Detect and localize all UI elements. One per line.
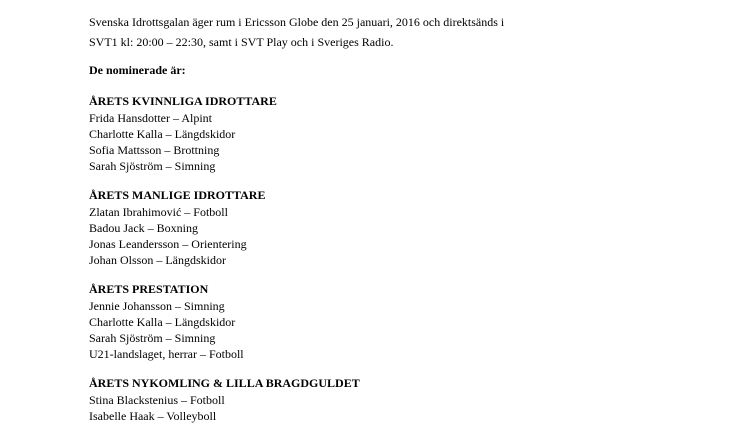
document-page <box>89 12 709 424</box>
intro-line: SVT1 kl: 20:00 – 22:30, samt i SVT Play och i Sveriges Radio. <box>89 35 394 49</box>
section-heading: ÅRETS PRESTATION <box>89 282 209 296</box>
nominee-entry: Isabelle Haak – Volleyboll <box>89 409 217 423</box>
nominee-entry: Stina Blackstenius – Fotboll <box>89 393 225 407</box>
section-heading: ÅRETS KVINNLIGA IDROTTARE <box>89 94 277 108</box>
nominee-entry: Jonas Leandersson – Orientering <box>89 237 247 251</box>
nominee-entry: Badou Jack – Boxning <box>89 221 198 235</box>
section-nykomling <box>89 375 709 424</box>
nominees-lead: De nominerade är: <box>89 63 186 77</box>
section-prestation <box>89 281 709 362</box>
nominee-entry: U21-landslaget, herrar – Fotboll <box>89 347 244 361</box>
section-kvinnliga <box>89 93 709 174</box>
nominee-entry: Sarah Sjöström – Simning <box>89 159 216 173</box>
nominee-entry: Johan Olsson – Längdskidor <box>89 253 226 267</box>
nominee-entry: Charlotte Kalla – Längdskidor <box>89 127 236 141</box>
section-manlige <box>89 187 709 268</box>
nominee-entry: Zlatan Ibrahimović – Fotboll <box>89 205 228 219</box>
nominee-entry: Jennie Johansson – Simning <box>89 299 225 313</box>
section-heading: ÅRETS MANLIGE IDROTTARE <box>89 188 266 202</box>
nominee-entry: Sarah Sjöström – Simning <box>89 331 216 345</box>
nominee-entry: Sofia Mattsson – Brottning <box>89 143 220 157</box>
intro-paragraph <box>89 12 709 52</box>
intro-line: Svenska Idrottsgalan äger rum i Ericsson Globe den 25 januari, 2016 och direktsänds i <box>89 15 505 29</box>
section-heading: ÅRETS NYKOMLING & LILLA BRAGDGULDET <box>89 376 360 390</box>
nominee-entry: Charlotte Kalla – Längdskidor <box>89 315 236 329</box>
nominee-entry: Frida Hansdotter – Alpint <box>89 111 212 125</box>
